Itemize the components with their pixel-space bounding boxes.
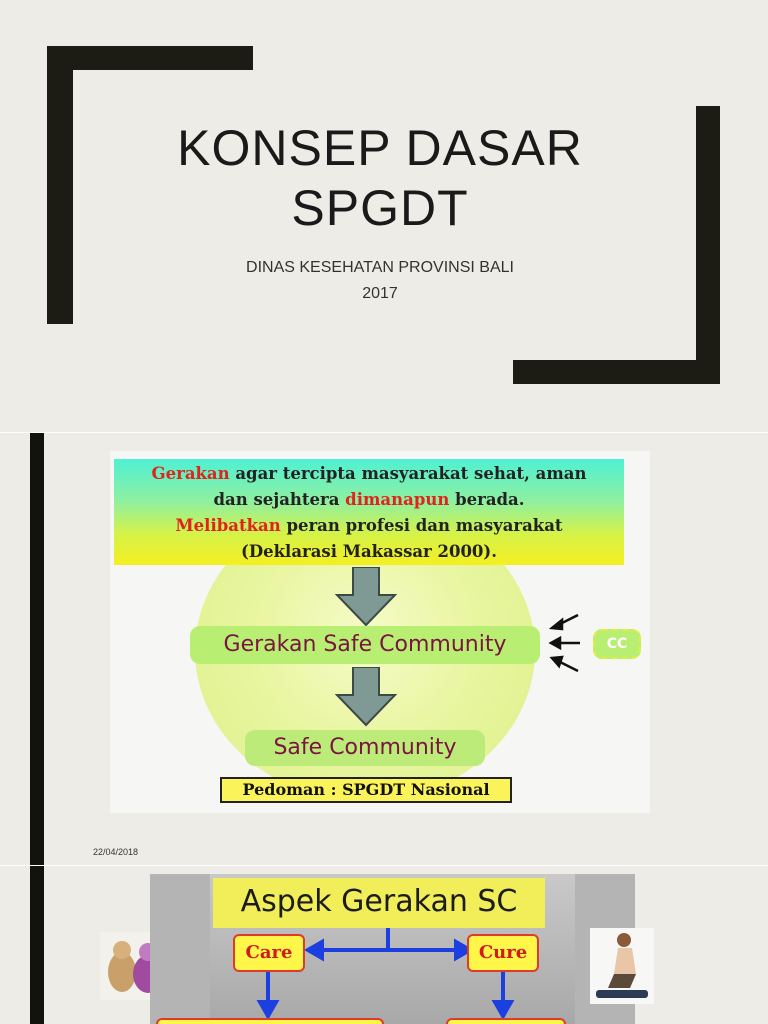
subtitle-line-1: DINAS KESEHATAN PROVINSI BALI [246, 259, 514, 276]
title-line-2: SPGDT [291, 180, 469, 236]
safe-community-diagram [110, 451, 650, 813]
banner-line-1-text: agar tercipta masyarakat sehat, aman [229, 464, 587, 483]
slide-subtitle [140, 255, 620, 307]
banner-line-2-pre: dan sejahtera [213, 490, 346, 509]
banner-line-3-text: peran profesi dan masyarakat [280, 516, 563, 535]
cc-badge: CC [593, 629, 641, 659]
slide-left-bar [30, 433, 44, 865]
banner-line-4: (Deklarasi Makassar 2000). [241, 542, 497, 561]
pedoman-label: Pedoman : SPGDT Nasional [220, 777, 512, 803]
connector-arrows-icon [150, 874, 635, 1024]
bottom-right-box [446, 1018, 566, 1024]
declaration-banner [114, 459, 624, 565]
safe-community-label: Safe Community [245, 730, 485, 766]
title-slide [0, 0, 768, 432]
subtitle-line-2: 2017 [362, 285, 398, 302]
banner-red-melibatkan: Melibatkan [175, 516, 281, 535]
bottom-left-box [156, 1018, 384, 1024]
aspek-diagram [150, 874, 635, 1024]
frame-bottom-right-vertical [696, 106, 720, 384]
down-arrow-icon [335, 667, 397, 727]
aspek-title: Aspek Gerakan SC [213, 878, 545, 928]
cpr-figure-icon [590, 928, 654, 1004]
banner-line-2-post: berada. [449, 490, 525, 509]
care-box: Care [233, 934, 305, 972]
frame-bottom-right-horizontal [513, 360, 720, 384]
frame-top-left-vertical [47, 46, 73, 324]
cure-box: Cure [467, 934, 539, 972]
slide-left-bar [30, 866, 44, 1024]
frame-top-left-horizontal [47, 46, 253, 70]
title-line-1: KONSEP DASAR [177, 120, 583, 176]
slide-title [140, 118, 620, 238]
banner-line-2 [114, 487, 624, 513]
gerakan-safe-community-label: Gerakan Safe Community [190, 626, 540, 664]
slide-date: 22/04/2018 [93, 847, 139, 857]
pointing-arrows-icon [548, 609, 584, 675]
cpr-photo [590, 928, 654, 1004]
banner-red-dimanapun: dimanapun [345, 490, 450, 509]
banner-line-3 [114, 513, 624, 539]
banner-red-gerakan: Gerakan [151, 464, 230, 483]
down-arrow-icon [335, 567, 397, 627]
aspek-gerakan-slide [0, 866, 768, 1024]
safe-community-slide [0, 433, 768, 865]
banner-line-1 [114, 461, 624, 487]
